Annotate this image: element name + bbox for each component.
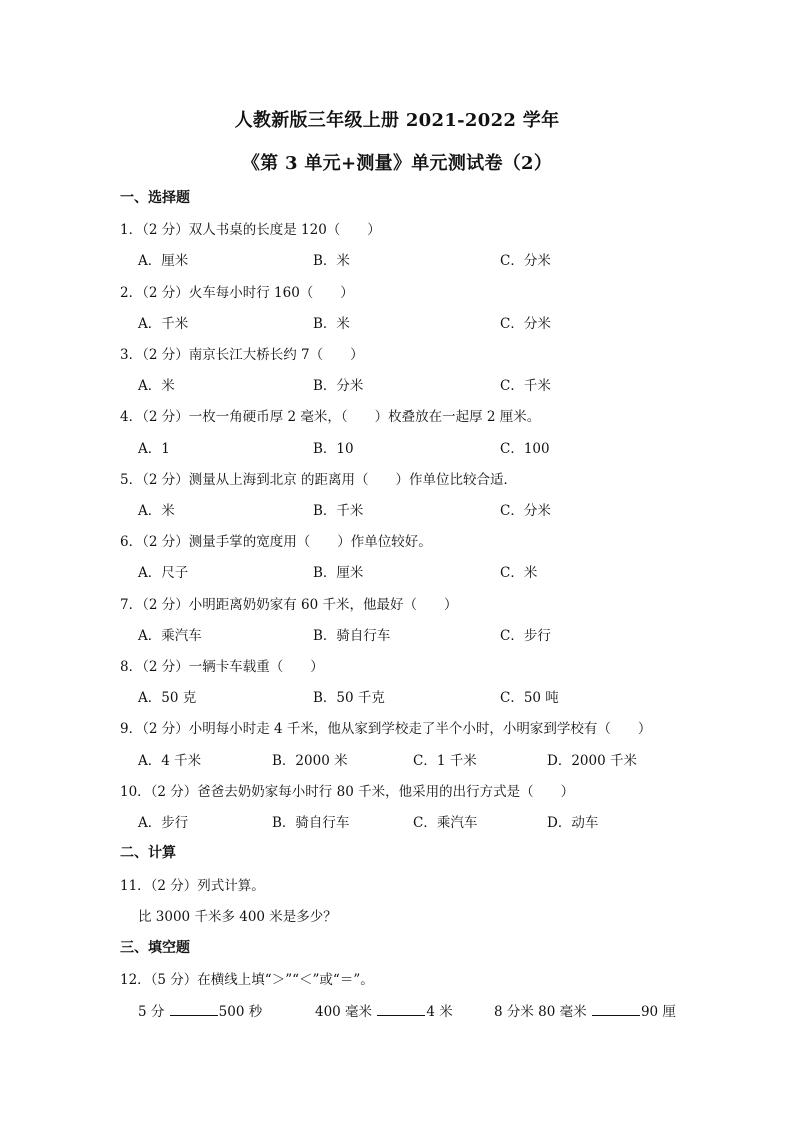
exam-title-line1: 人教新版三年级上册 2021-2022 学年 <box>234 110 560 131</box>
q10-option-d: D．动车 <box>547 815 599 831</box>
question-10: 10．（2 分）爸爸去奶奶家每小时行 80 千米，他采用的出行方式是（ ） <box>120 784 575 800</box>
q12-item-2-right: 4 米 <box>426 1004 453 1020</box>
q9-option-d: D．2000 千米 <box>547 753 637 769</box>
q2-option-a: A．千米 <box>138 316 189 332</box>
q10-option-a: A．步行 <box>138 815 189 831</box>
q8-option-c: C．50 吨 <box>500 690 559 706</box>
q3-option-b: B．分米 <box>313 378 364 394</box>
q5-option-b: B．千米 <box>313 503 364 519</box>
q3-option-c: C．千米 <box>500 378 551 394</box>
question-5: 5．（2 分）测量从上海到北京 的距离用（ ）作单位比较合适． <box>120 472 518 488</box>
q4-option-b: B．10 <box>313 441 354 457</box>
exam-title-line2: 《第 3 单元+测量》单元测试卷（2） <box>241 153 553 174</box>
q12-item-3-blank[interactable] <box>592 1003 640 1016</box>
question-8: 8．（2 分）一辆卡车载重（ ） <box>120 659 324 675</box>
q6-option-a: A．尺子 <box>138 565 189 581</box>
question-3: 3．（2 分）南京长江大桥长约 7（ ） <box>120 347 364 363</box>
question-9: 9．（2 分）小明每小时走 4 千米，他从家到学校走了半个小时，小明家到学校有（ ） <box>120 721 652 737</box>
q8-option-a: A．50 克 <box>138 690 197 706</box>
q10-option-b: B．骑自行车 <box>272 815 350 831</box>
question-1: 1．（2 分）双人书桌的长度是 120（ ） <box>120 222 381 238</box>
q8-option-b: B．50 千克 <box>313 690 385 706</box>
q12-item-1-blank[interactable] <box>170 1003 218 1016</box>
q4-option-c: C．100 <box>500 441 550 457</box>
q12-item-3 <box>494 1000 676 1020</box>
q2-option-c: C．分米 <box>500 316 551 332</box>
q9-option-a: A．4 千米 <box>138 753 202 769</box>
question-11-sub: 比 3000 千米多 400 米是多少？ <box>138 909 337 925</box>
q9-option-c: C．1 千米 <box>413 753 477 769</box>
q12-item-1-right: 500 秒 <box>218 1004 263 1020</box>
question-4: 4．（2 分）一枚一角硬币厚 2 毫米，（ ）枚叠放在一起厚 2 厘米。 <box>120 409 541 425</box>
q9-option-b: B．2000 米 <box>272 753 348 769</box>
q7-option-b: B．骑自行车 <box>313 628 391 644</box>
q3-option-a: A．米 <box>138 378 175 394</box>
section-choice-heading: 一、选择题 <box>120 190 190 206</box>
q12-item-1-left: 5 分 <box>138 1004 169 1020</box>
q12-item-3-left: 8 分米 80 毫米 <box>494 1004 591 1020</box>
q12-item-1 <box>138 1000 262 1020</box>
question-2: 2．（2 分）火车每小时行 160（ ） <box>120 285 354 301</box>
q4-option-a: A．1 <box>138 441 170 457</box>
q6-option-c: C．米 <box>500 565 538 581</box>
q12-item-2 <box>315 1000 453 1020</box>
question-6: 6．（2 分）测量手掌的宽度用（ ）作单位较好。 <box>120 534 432 550</box>
q1-option-a: A．厘米 <box>138 253 189 269</box>
section-calc-heading: 二、计算 <box>120 845 176 861</box>
q2-option-b: B．米 <box>313 316 350 332</box>
q5-option-c: C．分米 <box>500 503 551 519</box>
question-7: 7．（2 分）小明距离奶奶家有 60 千米，他最好（ ） <box>120 597 458 613</box>
question-12: 12．（5 分）在横线上填“＞”“＜”或“＝”。 <box>120 972 374 988</box>
q5-option-a: A．米 <box>138 503 175 519</box>
q1-option-c: C．分米 <box>500 253 551 269</box>
q12-item-2-blank[interactable] <box>377 1003 425 1016</box>
q6-option-b: B．厘米 <box>313 565 364 581</box>
q7-option-a: A．乘汽车 <box>138 628 202 644</box>
q12-item-3-right: 90 厘 <box>640 1004 676 1020</box>
q7-option-c: C．步行 <box>500 628 551 644</box>
q10-option-c: C．乘汽车 <box>413 815 478 831</box>
q1-option-b: B．米 <box>313 253 350 269</box>
q12-item-2-left: 400 毫米 <box>315 1004 377 1020</box>
question-11: 11．（2 分）列式计算。 <box>120 878 265 894</box>
section-fill-heading: 三、填空题 <box>120 940 190 956</box>
